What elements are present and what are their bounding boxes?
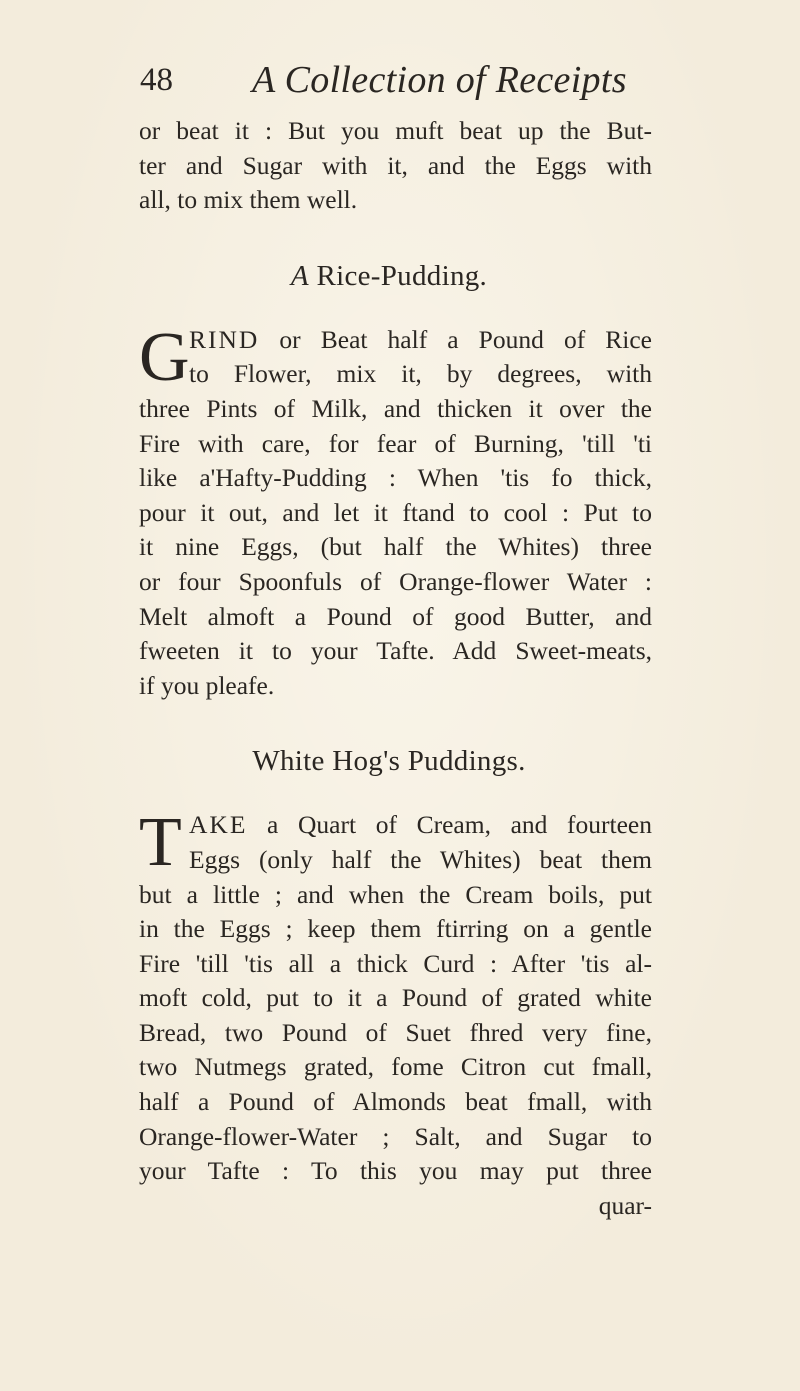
text-line: to Flower, mix it, by degrees, with [189,359,652,389]
text-line: ter and Sugar with it, and the Eggs with [139,150,652,180]
page-number: 48 [140,62,173,98]
intro-paragraph [139,114,652,218]
text-line: Eggs (only half the Whites) beat them [189,844,652,874]
text-line: pour it out, and let it ftand to cool : Put to [139,497,652,527]
text-line: Fire 'till 'tis all a thick Curd : After 'tis al- [139,948,652,978]
text-line: in the Eggs ; keep them ftirring on a gentle [139,914,652,944]
text-line: Fire with care, for fear of Burning, 'till 'ti [139,428,652,458]
text-line-rest: a Quart of Cream, and fourteen [247,810,652,840]
rice-pudding-recipe [139,318,652,704]
text-line: it nine Eggs, (but half the Whites) three [139,532,652,562]
text-line: Bread, two Pound of Suet fhred very fine, [139,1017,652,1047]
text-line: or beat it : But you muft beat up the But- [139,116,652,145]
drop-cap: T [139,804,182,882]
hogs-puddings-heading: White Hog's Puddings. [252,745,526,778]
text-line: but a little ; and when the Cream boils, put [139,879,652,909]
text-line: all, to mix them well. [139,185,358,215]
hogs-puddings-recipe [139,804,652,1223]
text-line: fweeten it to your Tafte. Add Sweet-meats, [139,636,652,666]
text-line [139,323,652,358]
heading-article: A [290,259,309,292]
text-line: like a'Hafty-Pudding : When 'tis fo thick, [139,463,652,493]
text-line [139,808,652,843]
text-line: half a Pound of Almonds beat fmall, with [139,1087,652,1117]
running-title: A Collection of Receipts [252,59,627,101]
text-line: your Tafte : To this you may put three [139,1156,652,1186]
rice-pudding-heading [128,260,650,293]
text-line: moft cold, put to it a Pound of grated white [139,983,652,1013]
text-line: two Nutmegs grated, fome Citron cut fmall, [139,1052,652,1082]
heading-text: Rice-Pudding. [308,259,488,292]
first-word: RIND [189,324,260,354]
catchword: quar- [598,1190,652,1220]
text-line: Orange-flower-Water ; Salt, and Sugar to [139,1121,652,1151]
running-head [140,58,650,114]
text-line: if you pleafe. [139,670,275,700]
text-line: or four Spoonfuls of Orange-flower Water : [139,566,652,596]
text-line: three Pints of Milk, and thicken it over the [139,393,652,423]
text-line-rest: or Beat half a Pound of Rice [259,324,652,354]
first-word: AKE [189,810,248,840]
drop-cap: G [139,318,190,396]
text-line: Melt almoft a Pound of good Butter, and [139,601,652,631]
